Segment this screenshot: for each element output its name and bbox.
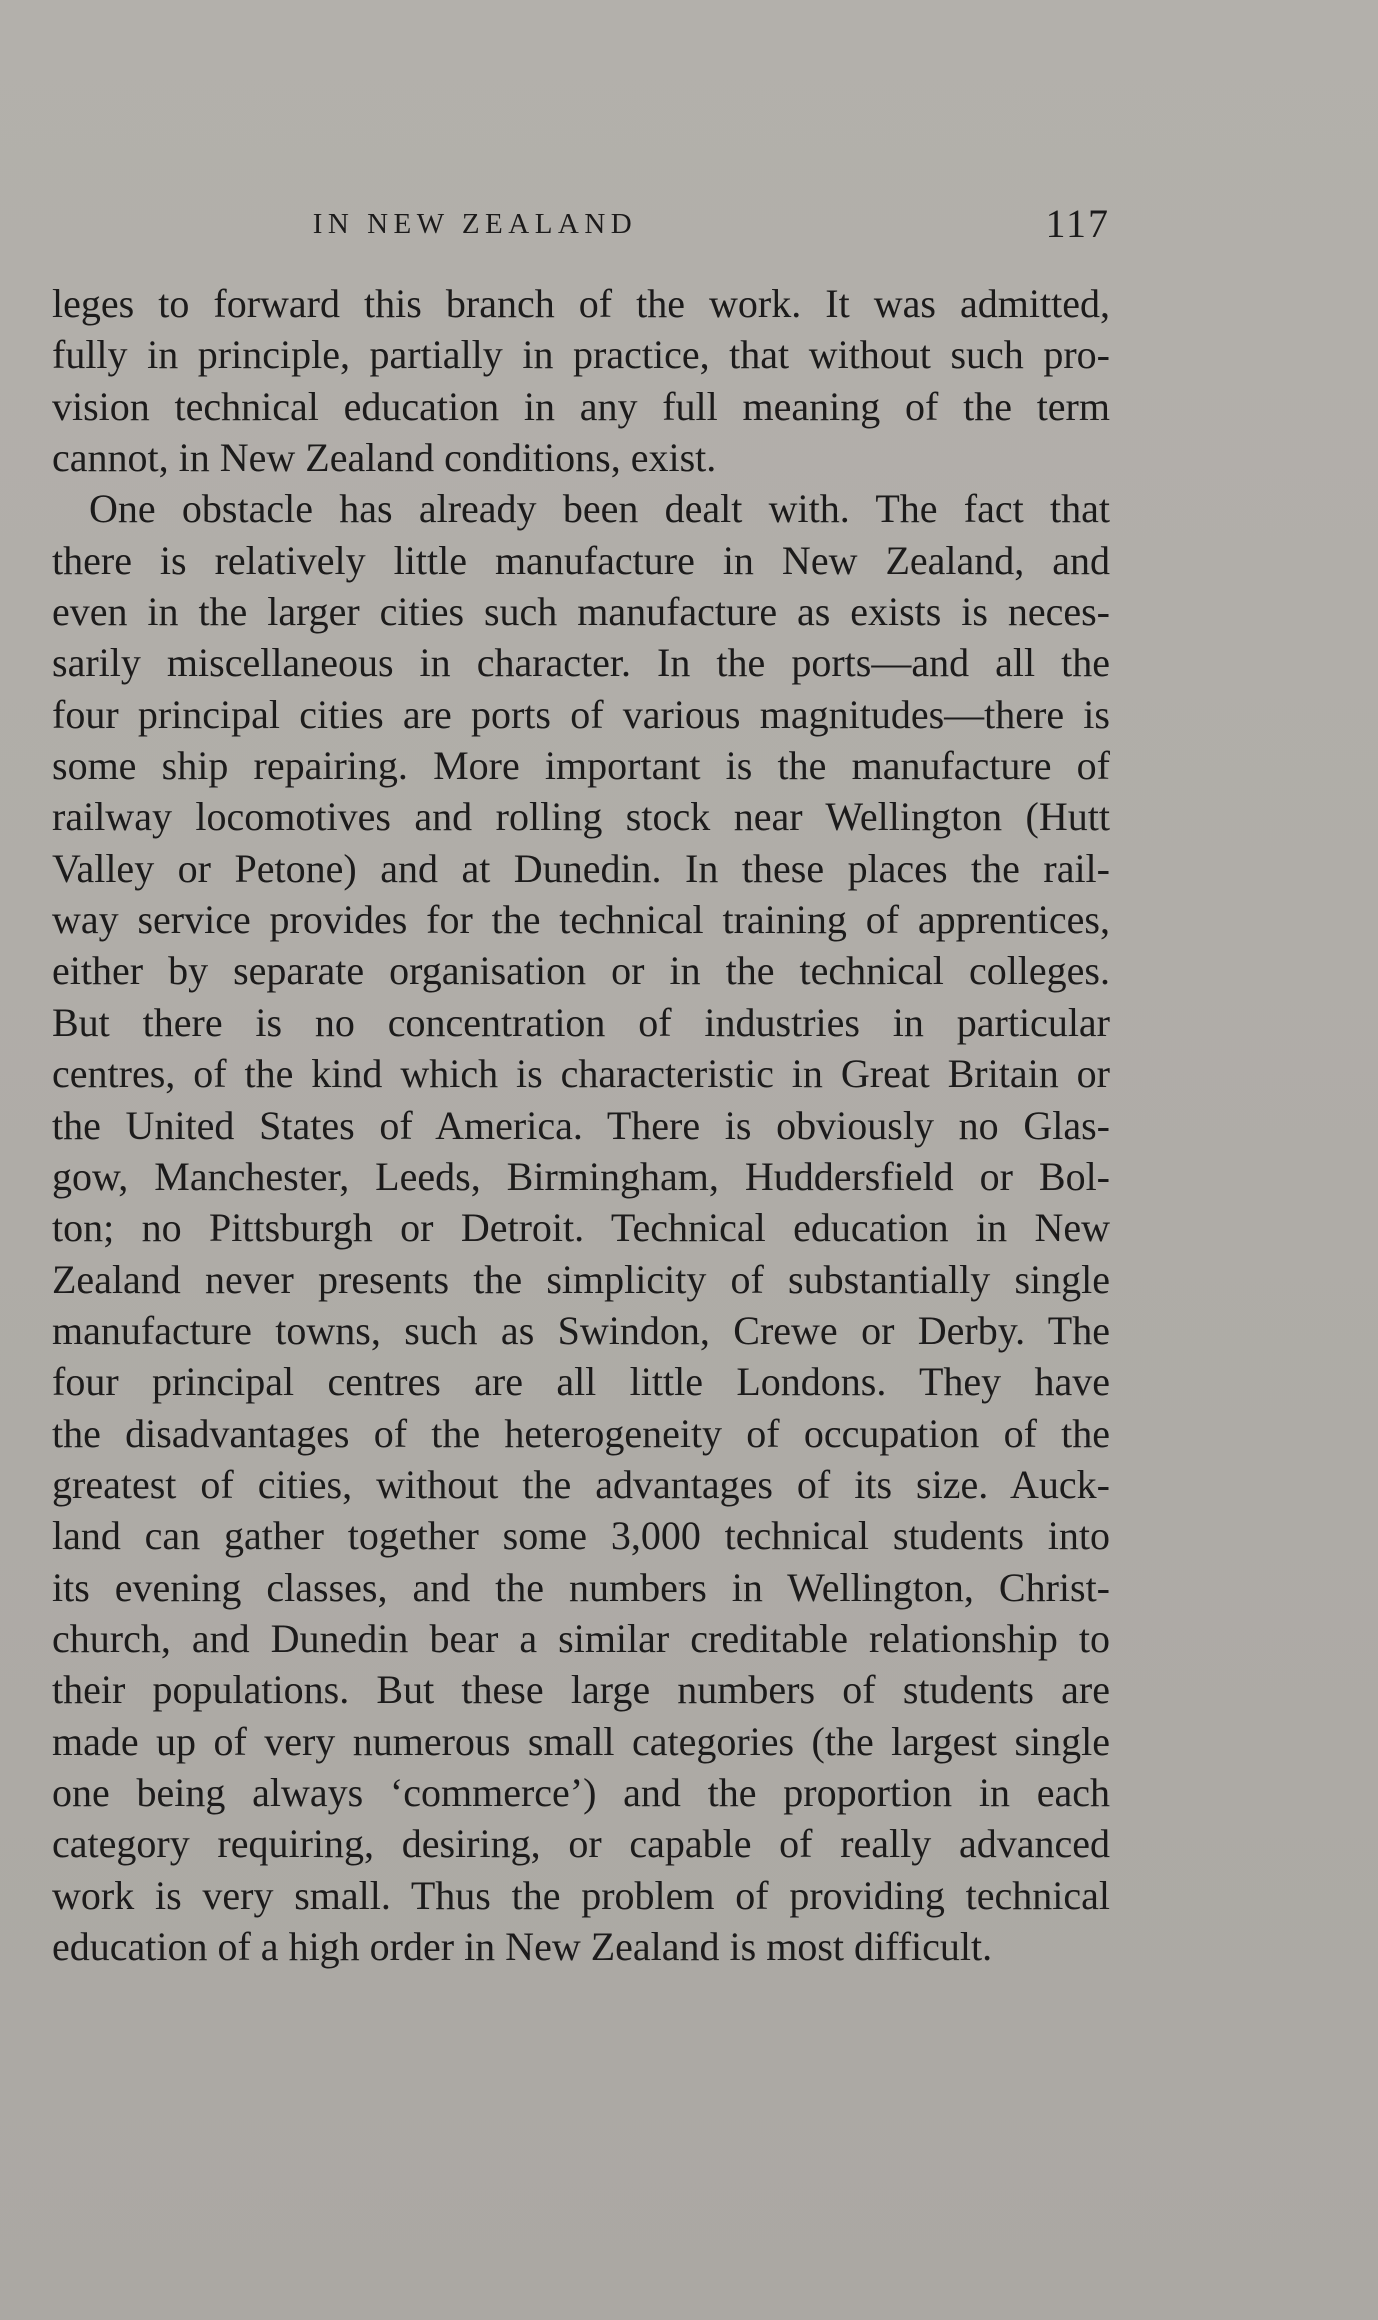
text-line: four principal cities are ports of various magnitudes—there is	[52, 691, 1110, 737]
text-line: category requiring, desiring, or capable of really advanced	[52, 1821, 1110, 1867]
running-title: IN NEW ZEALAND	[312, 208, 638, 240]
text-line: But there is no concentration of industries in particular	[52, 999, 1110, 1045]
text-line: education of a high order in New Zealand is most difficult.	[52, 1924, 993, 1969]
text-line: made up of very numerous small categories (the largest single	[52, 1718, 1110, 1764]
text-line: church, and Dunedin bear a similar creditable relationship to	[52, 1615, 1110, 1661]
running-head	[50, 200, 1110, 248]
text-line: gow, Manchester, Leeds, Birmingham, Huddersfield or Bol-	[52, 1153, 1110, 1199]
text-line: greatest of cities, without the advantages of its size. Auck-	[52, 1461, 1110, 1507]
text-line: centres, of the kind which is characteristic in Great Britain or	[52, 1051, 1110, 1097]
text-line: fully in principle, partially in practice, that without such pro-	[52, 332, 1110, 378]
text-line: the disadvantages of the heterogeneity of occupation of the	[52, 1410, 1110, 1456]
text-line: ton; no Pittsburgh or Detroit. Technical education in New	[52, 1205, 1110, 1251]
text-line: one being always ‘commerce’) and the proportion in each	[52, 1769, 1110, 1815]
text-line: leges to forward this branch of the work. It was admitted,	[52, 281, 1110, 326]
text-line: Zealand never presents the simplicity of substantially single	[52, 1256, 1110, 1302]
body-text	[52, 278, 1110, 1972]
text-line: their populations. But these large numbers of students are	[52, 1667, 1110, 1713]
text-line: way service provides for the technical training of apprentices,	[52, 897, 1110, 943]
text-line: sarily miscellaneous in character. In the ports—and all the	[52, 640, 1110, 686]
text-line: cannot, in New Zealand conditions, exist.	[52, 435, 717, 481]
text-line: One obstacle has already been dealt with. The fact that	[89, 486, 1110, 532]
text-line: vision technical education in any full meaning of the term	[52, 383, 1110, 429]
text-line: Valley or Petone) and at Dunedin. In these places the rail-	[52, 845, 1110, 891]
text-line: either by separate organisation or in the technical colleges.	[52, 948, 1110, 994]
text-line: land can gather together some 3,000 technical students into	[52, 1513, 1110, 1559]
text-line: work is very small. Thus the problem of providing technical	[52, 1872, 1110, 1918]
text-line: manufacture towns, such as Swindon, Crewe or Derby. The	[52, 1307, 1110, 1353]
text-line: even in the larger cities such manufacture as exists is neces-	[52, 589, 1110, 635]
text-line: its evening classes, and the numbers in Wellington, Christ-	[52, 1564, 1110, 1610]
text-line: some ship repairing. More important is the manufacture of	[52, 743, 1110, 789]
text-line: the United States of America. There is obviously no Glas-	[52, 1102, 1110, 1148]
text-line: there is relatively little manufacture in New Zealand, and	[52, 537, 1110, 583]
text-line: four principal centres are all little Londons. They have	[52, 1359, 1110, 1405]
text-line: railway locomotives and rolling stock near Wellington (Hutt	[52, 794, 1110, 840]
page-number: 117	[1045, 201, 1110, 246]
